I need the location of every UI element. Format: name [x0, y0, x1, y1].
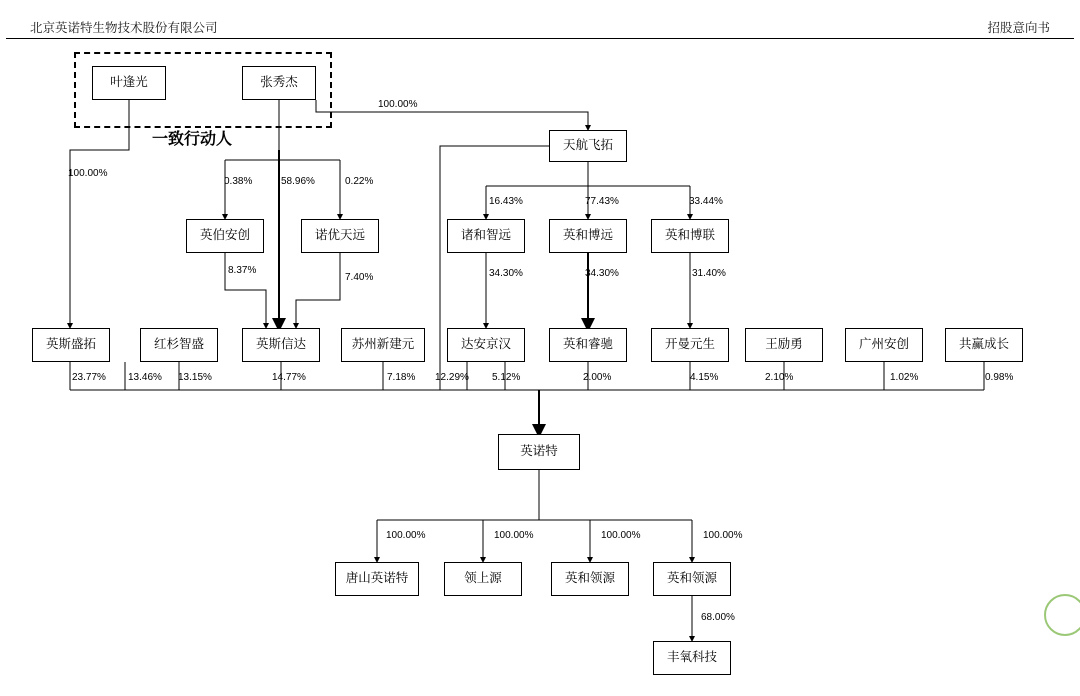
pct-daanjinghan: 5.12%: [492, 372, 521, 383]
pct-gongying: 0.98%: [985, 372, 1014, 383]
node-yingsi-xinda[interactable]: 英斯信达: [242, 328, 320, 362]
header-divider: [6, 38, 1074, 39]
node-zhuhe-zhiyuan[interactable]: 诸和智远: [447, 219, 525, 253]
pct-tangshan: 100.00%: [386, 530, 426, 541]
node-yingsi-shengtuo[interactable]: 英斯盛拓: [32, 328, 110, 362]
edge-label-nuoyoutianyuan-in: 0.22%: [345, 176, 374, 187]
node-wang-liyong[interactable]: 王励勇: [745, 328, 823, 362]
node-nuoyou-tianyuan[interactable]: 诺优天远: [301, 219, 379, 253]
pct-wanglijun: 2.10%: [765, 372, 794, 383]
edge-label-ye-yingsishengtuo: 100.00%: [68, 168, 108, 179]
node-yinghe-ruichi[interactable]: 英和睿驰: [549, 328, 627, 362]
node-fengyang-keji[interactable]: 丰氧科技: [653, 641, 731, 675]
edge-label-yinghbolian-out: 31.40%: [692, 268, 726, 279]
node-suzhou-xinjianyuan[interactable]: 苏州新建元: [341, 328, 425, 362]
edge-label-yinghboyuan-in: 77.43%: [585, 196, 619, 207]
node-yinghe-lingyuan-2[interactable]: 英和领源: [653, 562, 731, 596]
node-yinghe-lingyuan-1[interactable]: 英和领源: [551, 562, 629, 596]
edge-label-yinghbolian-in: 33.44%: [689, 196, 723, 207]
pct-fengyang: 68.00%: [701, 612, 735, 623]
node-daan-jinghan[interactable]: 达安京汉: [447, 328, 525, 362]
pct-lingshangyuan: 100.00%: [494, 530, 534, 541]
node-lingshangyuan[interactable]: 领上源: [444, 562, 522, 596]
node-tianhang-feituo[interactable]: 天航飞拓: [549, 130, 627, 162]
document-header-company: 北京英诺特生物技术股份有限公司: [30, 21, 218, 35]
node-gongying-chengzhang[interactable]: 共赢成长: [945, 328, 1023, 362]
pct-yingheruichi: 2.00%: [583, 372, 612, 383]
node-yingnuote[interactable]: 英诺特: [498, 434, 580, 470]
concerted-action-group-title: 一致行动人: [152, 129, 233, 148]
edge-label-yingboanchuang-in: 0.38%: [224, 176, 253, 187]
edge-label-nuoyoutianyuan-out: 7.40%: [345, 272, 374, 283]
decorative-arc: [1044, 594, 1080, 636]
pct-kaiman: 4.15%: [690, 372, 719, 383]
node-yingbo-anchuang[interactable]: 英伯安创: [186, 219, 264, 253]
edge-label-yinghboyuan-out: 34.30%: [585, 268, 619, 279]
edge-label-zhuhezhiyuan-out: 34.30%: [489, 268, 523, 279]
edge-label-zhang-yingsixinda: 58.96%: [281, 176, 315, 187]
pct-yingsixinda: 14.77%: [272, 372, 306, 383]
pct-suzhou: 7.18%: [387, 372, 416, 383]
edge-label-zhang-tianhang: 100.00%: [378, 99, 418, 110]
edge-label-zhuhezhiyuan-in: 16.43%: [489, 196, 523, 207]
pct-daanjinghan-left: 12.29%: [435, 372, 469, 383]
edge-label-yingboanchuang-out: 8.37%: [228, 265, 257, 276]
pct-guangzhou: 1.02%: [890, 372, 919, 383]
pct-yinghlingyuan-1: 100.00%: [601, 530, 641, 541]
node-tangshan-yingnuote[interactable]: 唐山英诺特: [335, 562, 419, 596]
node-zhang-xiujie[interactable]: 张秀杰: [242, 66, 316, 100]
pct-hongshan: 13.46%: [128, 372, 162, 383]
node-yinghe-boyuan[interactable]: 英和博远: [549, 219, 627, 253]
pct-yingsixinda-secondary: 13.15%: [178, 372, 212, 383]
node-kaiman-yuansheng[interactable]: 开曼元生: [651, 328, 729, 362]
node-yinghe-bolian[interactable]: 英和博联: [651, 219, 729, 253]
document-header-doctype: 招股意向书: [987, 21, 1050, 35]
node-hongshan-zhisheng[interactable]: 红杉智盛: [140, 328, 218, 362]
pct-yinghlingyuan-2: 100.00%: [703, 530, 743, 541]
node-guangzhou-anchuang[interactable]: 广州安创: [845, 328, 923, 362]
pct-yingsishengtuo: 23.77%: [72, 372, 106, 383]
node-ye-fengguang[interactable]: 叶逢光: [92, 66, 166, 100]
